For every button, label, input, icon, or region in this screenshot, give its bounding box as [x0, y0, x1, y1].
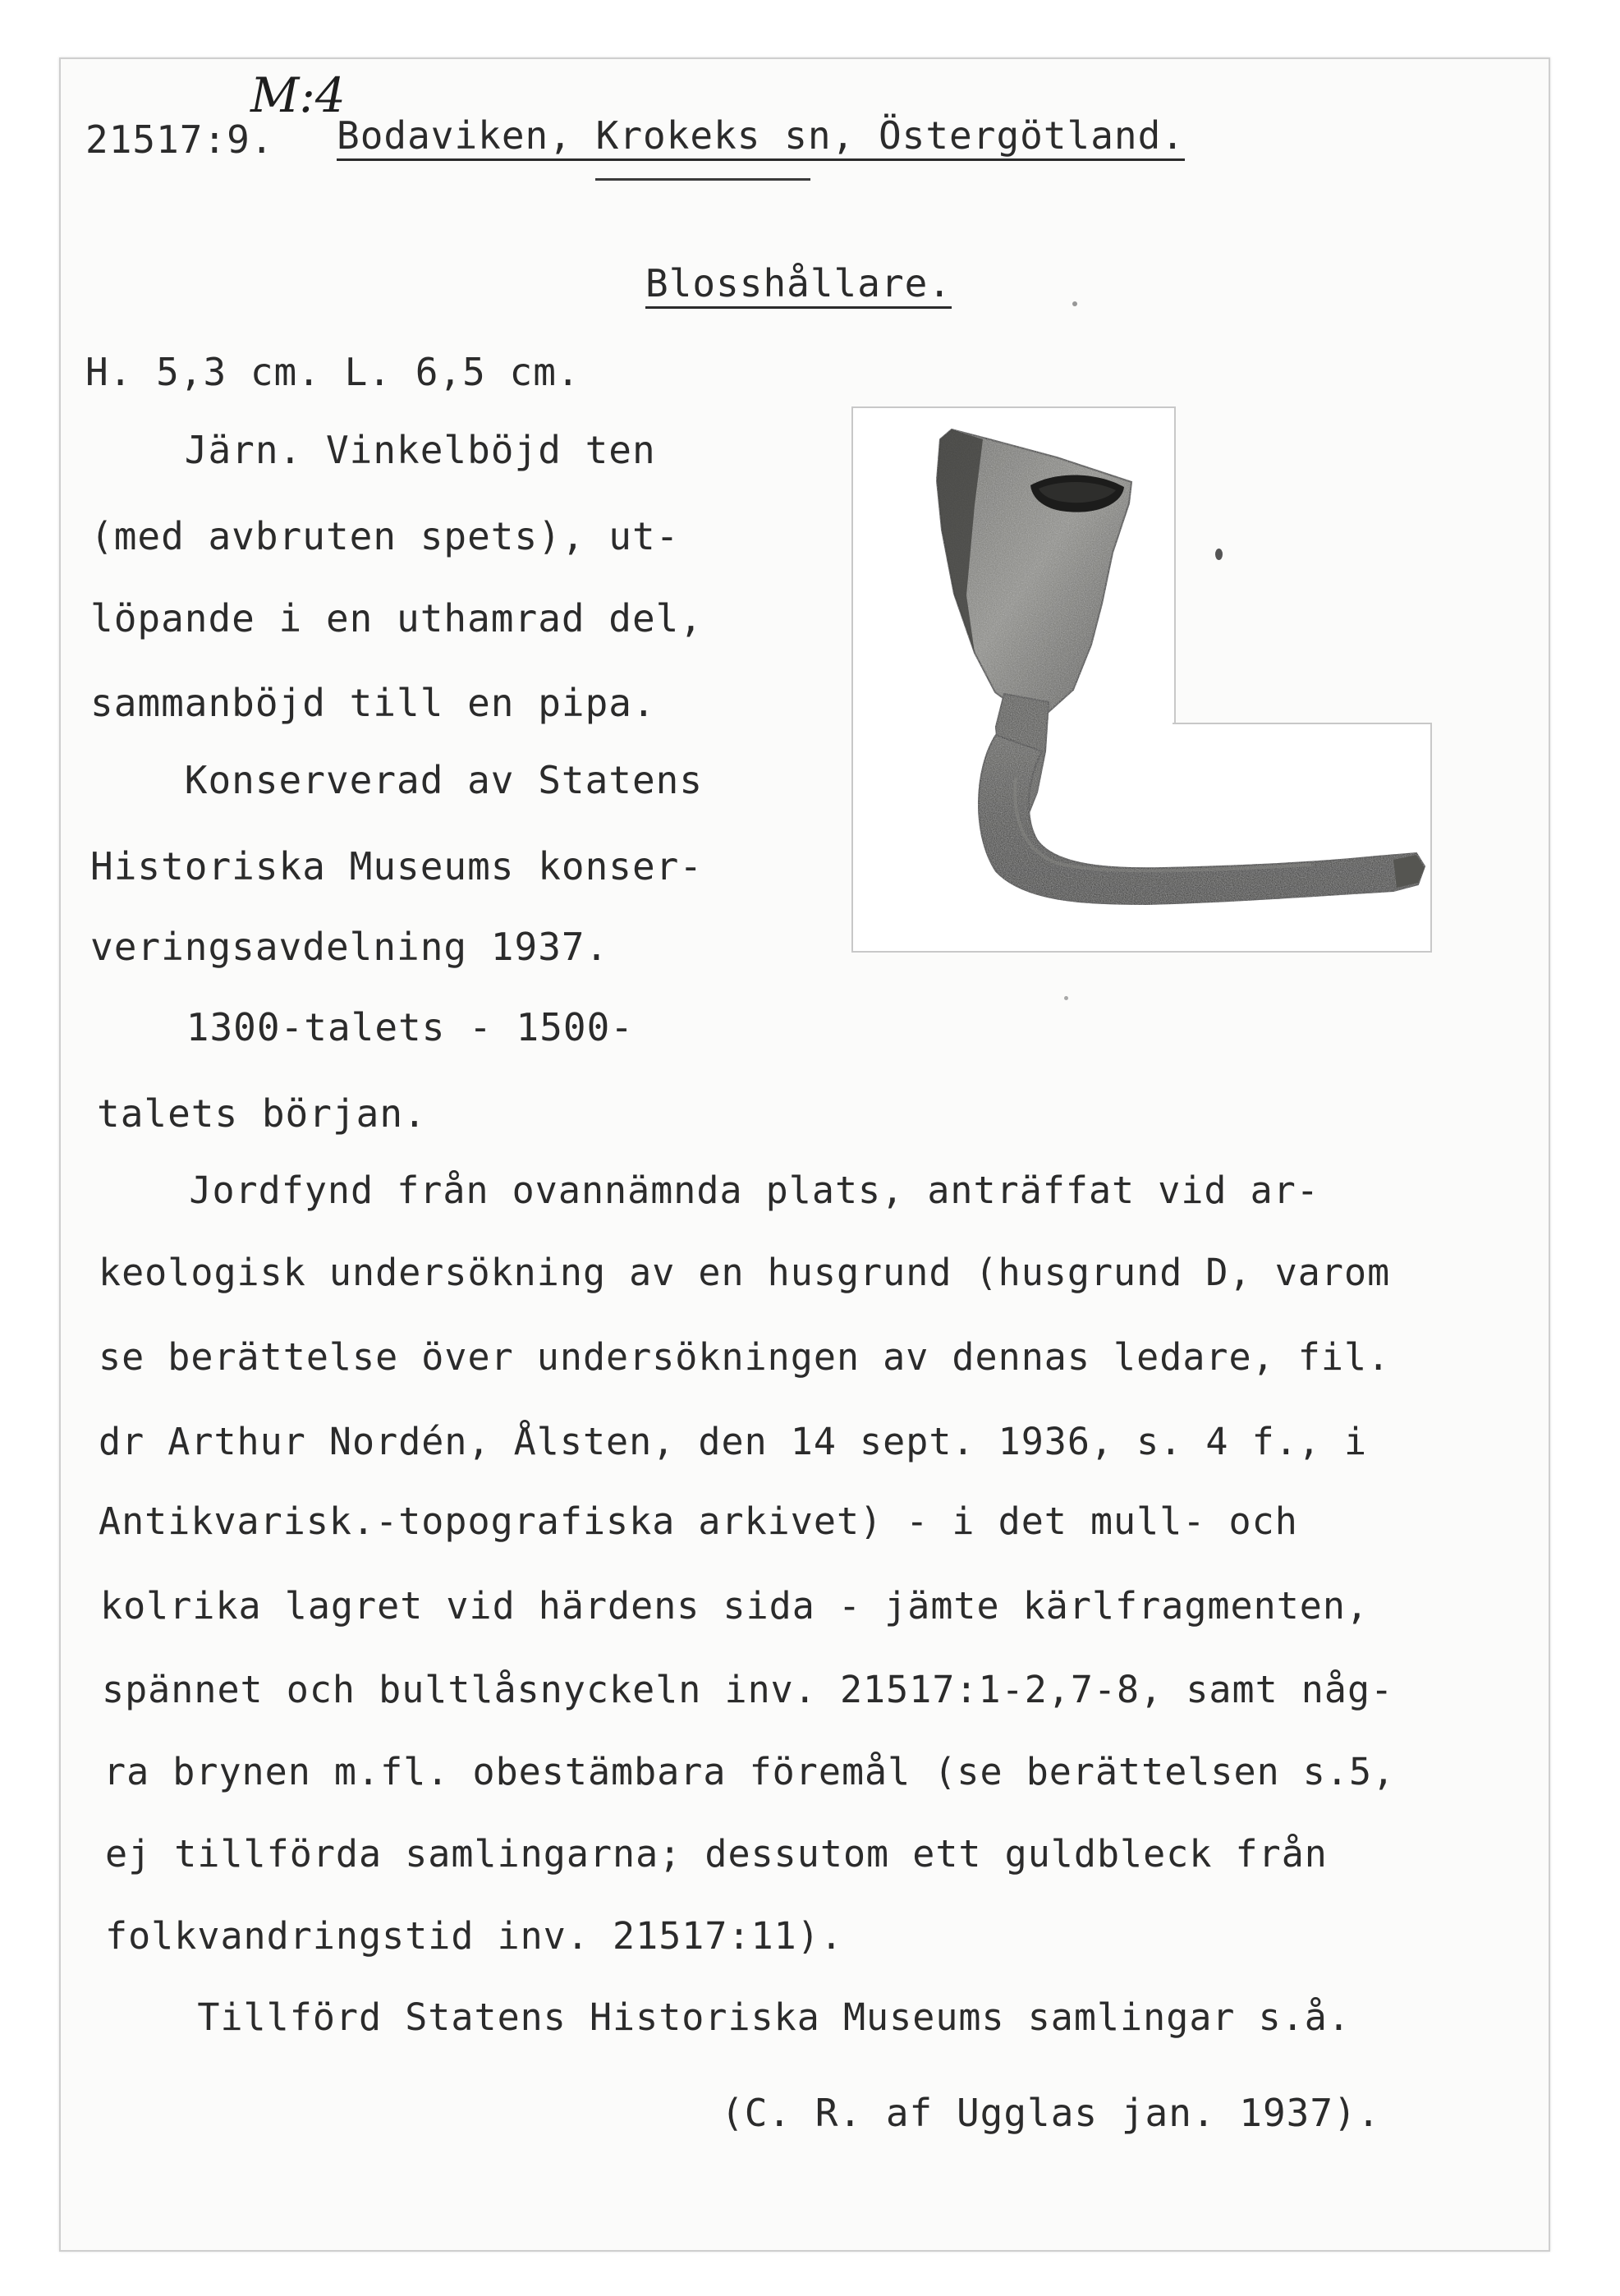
card-speck	[1064, 996, 1068, 1000]
find-line-8: ra brynen m.fl. obestämbara föremål (se berättelsen s.5,	[103, 1750, 1396, 1793]
description-line-4: sammanböjd till en pipa.	[90, 681, 656, 725]
find-line-7: spännet och bultlåsnyckeln inv. 21517:1-2,7-8, samt någ-	[102, 1668, 1394, 1711]
location-underline-short	[595, 178, 810, 181]
dating-line-1: 1300-talets - 1500-	[92, 1005, 634, 1049]
description-line-2: (med avbruten spets), ut-	[90, 514, 680, 558]
description-line-3: löpande i en uthamrad del,	[90, 596, 704, 641]
find-location: Bodaviken, Krokeks sn, Östergötland.	[337, 113, 1185, 158]
find-line-6: kolrika lagret vid härdens sida - jämte kärlfragmenten,	[100, 1584, 1370, 1628]
conservation-line-3: veringsavdelning 1937.	[90, 925, 609, 969]
find-line-1: Jordfynd från ovannämnda plats, anträffat vid ar-	[97, 1169, 1319, 1212]
card-speck	[1072, 301, 1077, 306]
signature-line: (C. R. af Ugglas jan. 1937).	[721, 2091, 1381, 2135]
inventory-number: 21517:9.	[85, 117, 274, 162]
handwritten-mark: M:4	[250, 67, 346, 123]
find-line-10: folkvandringstid inv. 21517:11).	[105, 1914, 843, 1958]
description-line-1: Järn. Vinkelböjd ten	[90, 428, 656, 472]
find-line-3: se berättelse över undersökningen av dennas ledare, fil.	[99, 1335, 1391, 1379]
find-line-5: Antikvarisk.-topografiska arkivet) - i det mull- och	[99, 1499, 1298, 1543]
find-line-4: dr Arthur Nordén, Ålsten, den 14 sept. 1936, s. 4 f., i	[99, 1420, 1368, 1463]
torch-holder-image	[851, 406, 1430, 953]
dating-line-2: talets början.	[97, 1091, 427, 1136]
conservation-line-1: Konserverad av Statens	[90, 758, 704, 802]
acquisition-note: Tillförd Statens Historiska Museums samlingar s.å.	[105, 1995, 1351, 2039]
object-title: Blosshållare.	[645, 261, 952, 305]
find-line-2: keologisk undersökning av en husgrund (husgrund D, varom	[99, 1251, 1391, 1294]
find-line-9: ej tillförda samlingarna; dessutom ett guldbleck från	[105, 1832, 1328, 1876]
conservation-line-2: Historiska Museums konser-	[90, 844, 704, 889]
dimensions: H. 5,3 cm. L. 6,5 cm.	[85, 350, 581, 394]
card-speck	[1215, 549, 1223, 560]
